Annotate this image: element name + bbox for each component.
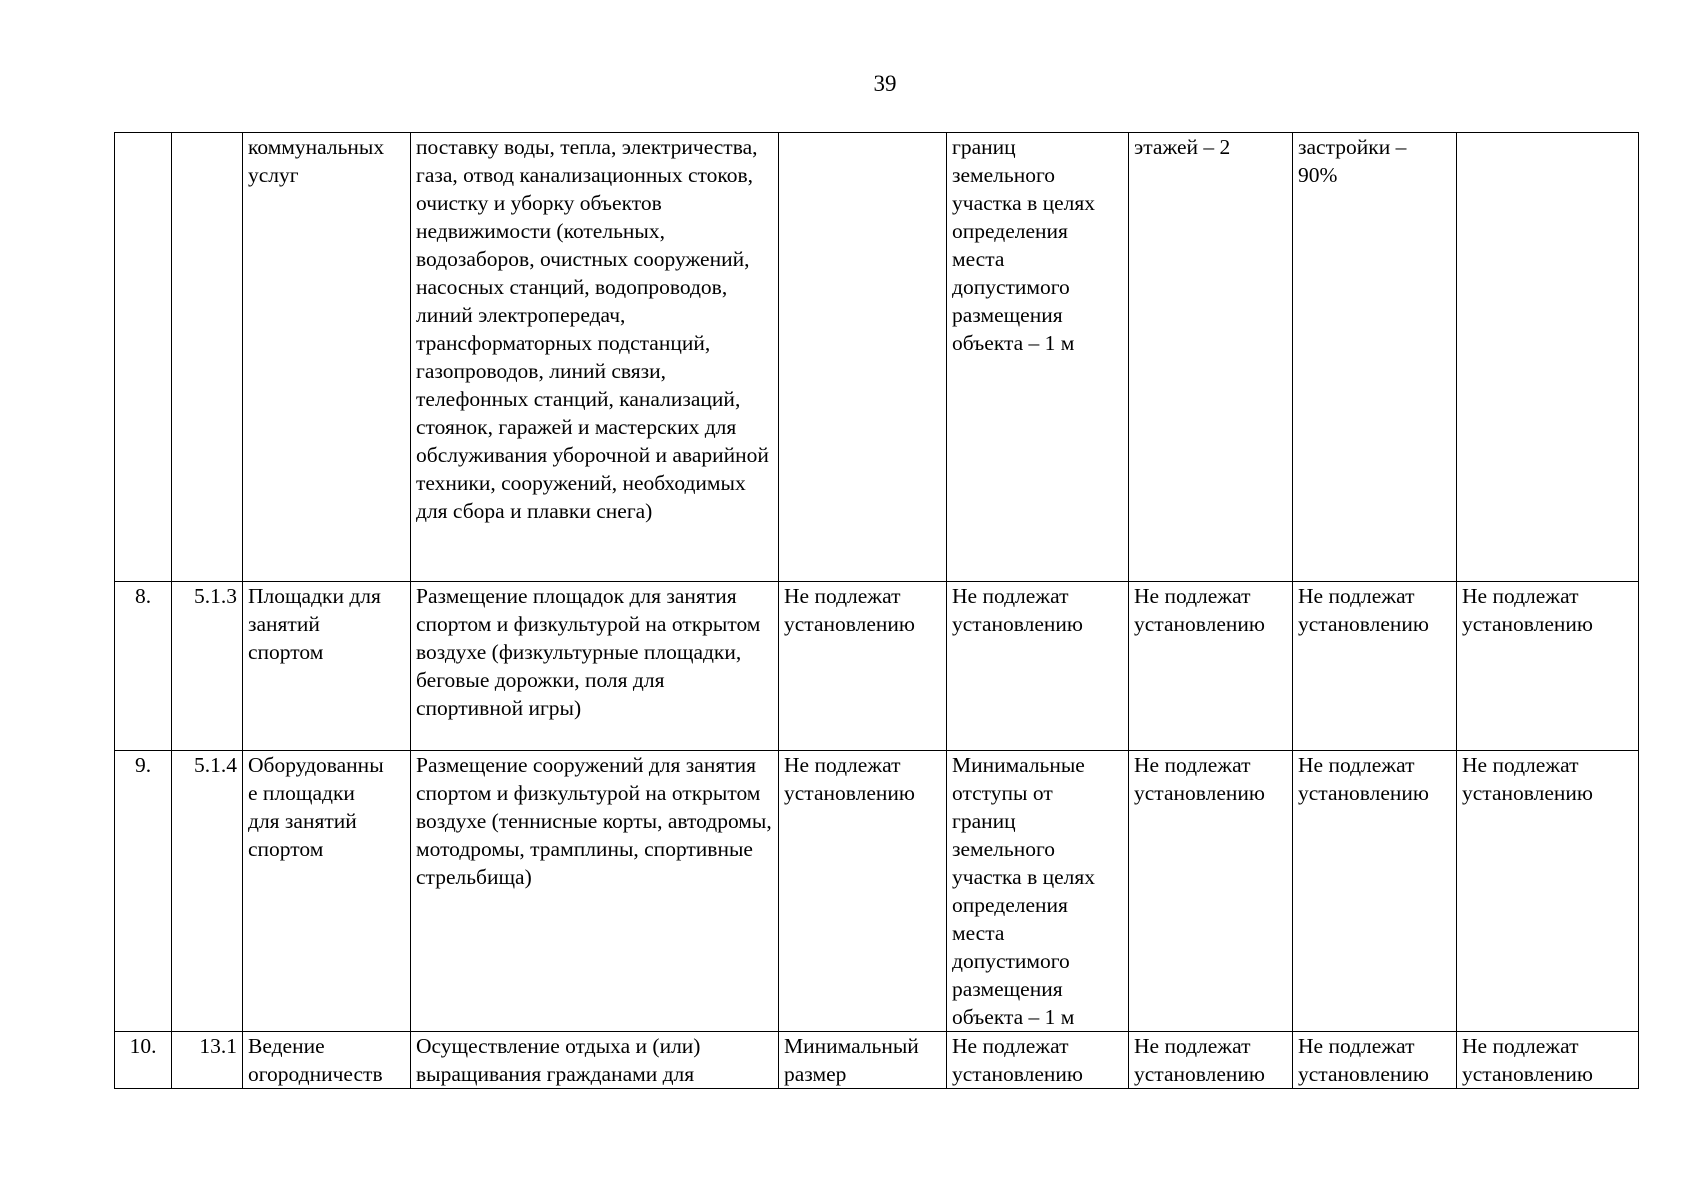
plot-size: Не подлежат установлению <box>779 751 947 1032</box>
use-description: Размещение сооружений для занятия спортом и физкультурой на открытом воздухе (теннисные корты, автодромы, мотодромы, трамплины, спортивные стрельбища) <box>411 751 779 1032</box>
setbacks: границ земельного участка в целях определения места допустимого размещения объекта – 1 м <box>947 133 1129 582</box>
use-name: Оборудованны е площадки для занятий спортом <box>243 751 411 1032</box>
row-number: 9. <box>115 751 172 1032</box>
row-number <box>115 133 172 582</box>
page-number: 39 <box>873 71 897 96</box>
setbacks: Минимальные отступы от границ земельного участка в целях определения места допустимого размещения объекта – 1 м <box>947 751 1129 1032</box>
floors: Не подлежат установлению <box>1129 582 1293 751</box>
use-name: Ведение огородничеств <box>243 1032 411 1089</box>
plot-size <box>779 133 947 582</box>
other-params: Не подлежат установлению <box>1457 582 1639 751</box>
coverage: Не подлежат установлению <box>1293 1032 1457 1089</box>
setbacks: Не подлежат установлению <box>947 582 1129 751</box>
classifier-code <box>172 133 243 582</box>
coverage: Не подлежат установлению <box>1293 751 1457 1032</box>
land-use-table <box>114 132 1639 1089</box>
classifier-code: 5.1.4 <box>172 751 243 1032</box>
use-description: Осуществление отдыха и (или) выращивания гражданами для <box>411 1032 779 1089</box>
plot-size: Не подлежат установлению <box>779 582 947 751</box>
row-number: 10. <box>115 1032 172 1089</box>
table-row <box>115 582 1639 751</box>
classifier-code: 13.1 <box>172 1032 243 1089</box>
other-params: Не подлежат установлению <box>1457 751 1639 1032</box>
row-number: 8. <box>115 582 172 751</box>
use-description: Размещение площадок для занятия спортом и физкультурой на открытом воздухе (физкультурные площадки, беговые дорожки, поля для спортивной игры) <box>411 582 779 751</box>
floors: Не подлежат установлению <box>1129 751 1293 1032</box>
coverage: Не подлежат установлению <box>1293 582 1457 751</box>
other-params: Не подлежат установлению <box>1457 1032 1639 1089</box>
setbacks: Не подлежат установлению <box>947 1032 1129 1089</box>
use-description: поставку воды, тепла, электричества, газа, отвод канализационных стоков, очистку и уборку объектов недвижимости (котельных, водозаборов, очистных сооружений, насосных станций, водопроводов, линий электропередач, трансформаторных подстанций, газопроводов, линий связи, телефонных станций, канализаций, стоянок, гаражей и мастерских для обслуживания уборочной и аварийной техники, сооружений, необходимых для сбора и плавки снега) <box>411 133 779 582</box>
floors: Не подлежат установлению <box>1129 1032 1293 1089</box>
use-name: коммунальных услуг <box>243 133 411 582</box>
other-params <box>1457 133 1639 582</box>
floors: этажей – 2 <box>1129 133 1293 582</box>
coverage: застройки – 90% <box>1293 133 1457 582</box>
table-row <box>115 1032 1639 1089</box>
classifier-code: 5.1.3 <box>172 582 243 751</box>
table-row <box>115 751 1639 1032</box>
table-row <box>115 133 1639 582</box>
plot-size: Минимальный размер <box>779 1032 947 1089</box>
use-name: Площадки для занятий спортом <box>243 582 411 751</box>
